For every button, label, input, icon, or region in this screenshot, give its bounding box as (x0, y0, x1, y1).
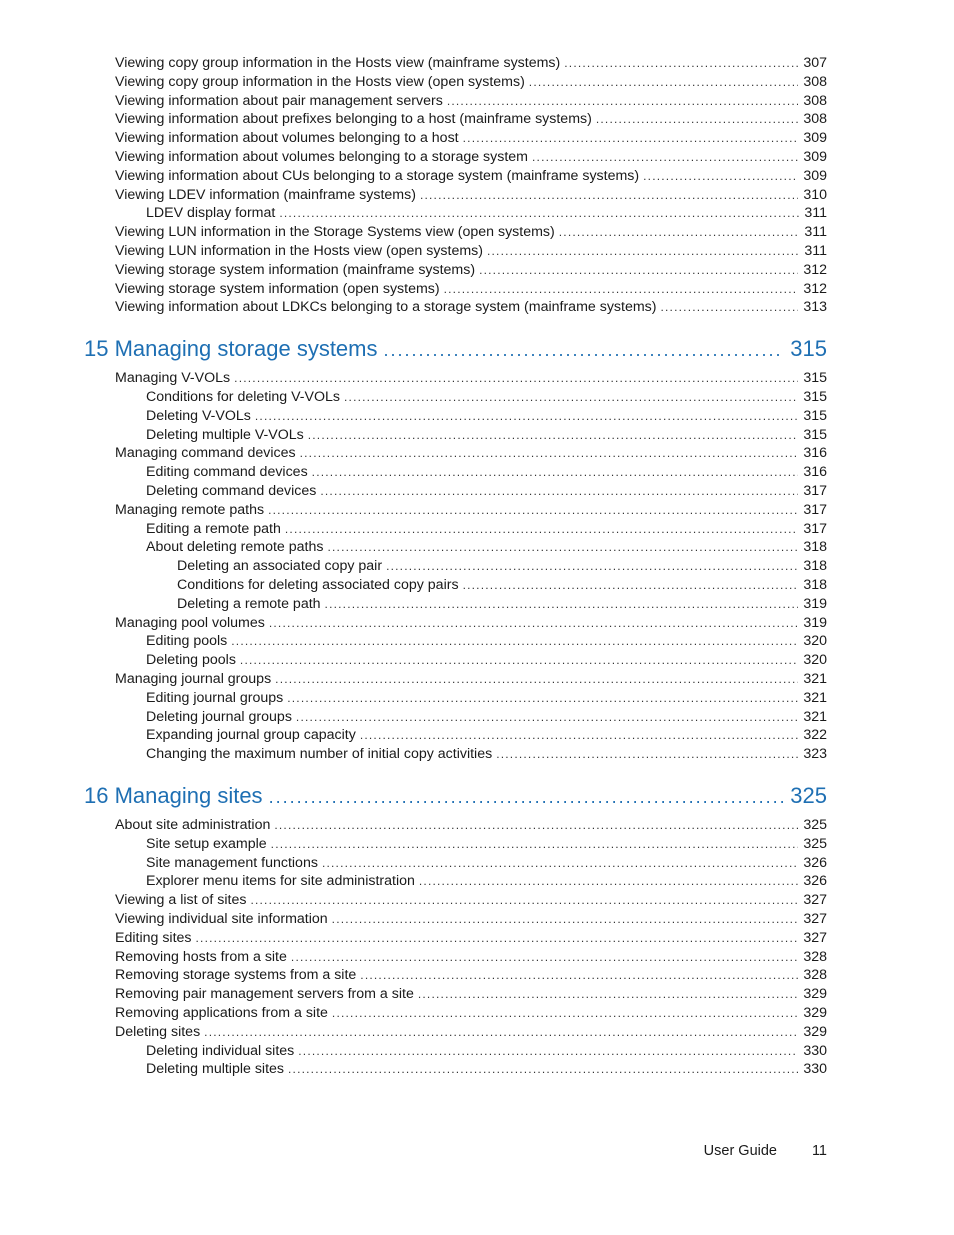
toc-title: Viewing copy group information in the Hosts view (open systems) (115, 73, 525, 90)
toc-entry[interactable] (177, 576, 827, 594)
toc-title: Managing journal groups (115, 671, 272, 687)
toc-entry[interactable] (146, 854, 827, 872)
toc-title: About deleting remote paths (146, 539, 324, 556)
toc-page-number: 321 (803, 671, 827, 687)
toc-entry[interactable] (146, 835, 827, 853)
toc-page-number: 329 (803, 986, 827, 1003)
toc-title: Deleting multiple sites (146, 1061, 284, 1078)
toc-title: Managing remote paths (115, 501, 265, 518)
toc-entry[interactable] (146, 426, 827, 444)
toc-entry[interactable] (115, 298, 827, 316)
toc-page-number: 325 (803, 817, 827, 833)
toc-title: Viewing information about CUs belonging to a storage system (mainframe systems) (115, 167, 640, 184)
toc-title: Site management functions (146, 854, 318, 871)
page-footer (0, 1143, 954, 1163)
toc-title: Viewing LUN information in the Hosts view (open systems) (115, 243, 483, 259)
toc-leader-dots (420, 186, 798, 204)
toc-entry[interactable] (146, 745, 827, 763)
toc-entry[interactable] (115, 501, 827, 519)
toc-page-number: 317 (803, 501, 827, 518)
toc-chapter[interactable] (84, 336, 827, 363)
toc-leader-dots (204, 1023, 798, 1041)
toc-entry[interactable] (146, 538, 827, 556)
toc-title: Viewing storage system information (open systems) (115, 280, 440, 297)
toc-title: Deleting individual sites (146, 1042, 295, 1059)
toc-leader-dots (559, 223, 800, 241)
toc-leader-dots (660, 298, 798, 316)
toc-page-number: 318 (803, 577, 827, 593)
toc-entry[interactable] (146, 689, 827, 707)
toc-entry[interactable] (115, 444, 827, 462)
toc-title: Viewing information about volumes belonging to a storage system (115, 149, 528, 165)
toc-leader-dots (386, 557, 798, 575)
toc-leader-dots (564, 54, 798, 72)
toc-title: Viewing individual site information (115, 911, 328, 927)
toc-entry[interactable] (146, 872, 827, 890)
toc-page-number: 321 (803, 708, 827, 725)
toc-page-number: 315 (790, 336, 827, 362)
toc-entry[interactable] (115, 129, 827, 147)
toc-title: Editing sites (115, 929, 192, 946)
toc-entry[interactable] (115, 261, 827, 279)
toc-leader-dots (312, 463, 799, 481)
toc-page-number: 326 (803, 854, 827, 871)
toc-leader-dots (419, 872, 798, 890)
toc-title: Explorer menu items for site administration (146, 873, 415, 890)
toc-page-number: 327 (803, 911, 827, 927)
toc-entry[interactable] (146, 651, 827, 669)
toc-entry[interactable] (115, 1004, 827, 1022)
toc-page-number: 326 (803, 873, 827, 890)
toc-title: Deleting pools (146, 652, 236, 669)
footer-page-number: 11 (811, 1143, 827, 1159)
toc-leader-dots (288, 1060, 798, 1078)
toc-leader-dots (418, 985, 798, 1003)
toc-title: Deleting journal groups (146, 708, 292, 725)
toc-entry[interactable] (115, 816, 827, 834)
toc-title: Viewing LDEV information (mainframe systems) (115, 186, 416, 203)
toc-entry[interactable] (115, 670, 827, 688)
toc-entry[interactable] (115, 280, 827, 298)
toc-entry[interactable] (115, 966, 827, 984)
toc-leader-dots (298, 1042, 798, 1060)
toc-page-number: 318 (803, 558, 827, 575)
toc-title: 16 Managing sites (84, 783, 263, 808)
toc-page-number: 322 (803, 727, 827, 744)
toc-page-number: 328 (803, 967, 827, 984)
toc-leader-dots (268, 501, 798, 519)
toc-page-number: 316 (803, 445, 827, 462)
toc-leader-dots (240, 651, 798, 669)
toc-page-number: 317 (803, 520, 827, 537)
footer-doc-title: User Guide (703, 1143, 777, 1159)
toc-page-number: 311 (804, 205, 827, 222)
toc-page-number: 309 (803, 130, 827, 147)
toc-leader-dots (300, 444, 799, 462)
toc-page-number: 320 (803, 652, 827, 669)
toc-page-number: 319 (803, 614, 827, 631)
toc-entry[interactable] (177, 595, 827, 613)
toc-leader-dots (332, 910, 799, 928)
toc-entry[interactable] (115, 110, 827, 128)
toc-leader-dots (327, 538, 798, 556)
toc-leader-dots (496, 745, 798, 763)
toc-leader-dots (332, 1004, 798, 1022)
toc-leader-dots (360, 966, 798, 984)
toc-entry[interactable] (115, 92, 827, 110)
toc-title: Viewing information about volumes belonging to a host (115, 130, 459, 147)
toc-entry[interactable] (115, 910, 827, 928)
toc-title: Removing applications from a site (115, 1005, 328, 1021)
toc-leader-dots (269, 614, 798, 632)
toc-title: Viewing copy group information in the Hosts view (mainframe systems) (115, 55, 561, 71)
toc-page-number: 329 (803, 1023, 827, 1040)
toc-page-number: 307 (803, 55, 827, 71)
toc-page-number: 316 (803, 464, 827, 481)
toc-title: Deleting sites (115, 1023, 201, 1040)
toc-leader-dots (344, 388, 798, 406)
toc-page-number: 315 (803, 370, 827, 387)
toc-title: Viewing LUN information in the Storage Systems view (open systems) (115, 224, 555, 241)
toc-title: Deleting a remote path (177, 595, 321, 612)
toc-entry[interactable] (146, 482, 827, 500)
toc-entry[interactable] (146, 520, 827, 538)
toc-leader-dots (384, 337, 785, 363)
toc-page-number: 328 (803, 948, 827, 965)
toc-page-number: 318 (803, 539, 827, 556)
toc-leader-dots (285, 520, 798, 538)
toc-entry[interactable] (115, 891, 827, 909)
toc-title: 15 Managing storage systems (84, 336, 378, 362)
toc-title: Editing command devices (146, 464, 308, 481)
toc-entry[interactable] (115, 73, 827, 91)
toc-leader-dots (532, 148, 798, 166)
toc-leader-dots (269, 784, 785, 810)
toc-leader-dots (291, 948, 798, 966)
toc-leader-dots (279, 204, 799, 222)
toc-entry[interactable] (115, 1023, 827, 1041)
toc-title: Removing storage systems from a site (115, 967, 357, 984)
toc-title: Managing V-VOLs (115, 370, 231, 387)
toc-title: Deleting V-VOLs (146, 407, 251, 424)
toc-leader-dots (529, 73, 799, 91)
toc-entry[interactable] (146, 407, 827, 425)
toc-entry[interactable] (146, 632, 827, 650)
toc-leader-dots (360, 726, 799, 744)
toc-entry[interactable] (146, 463, 827, 481)
toc-chapter[interactable] (84, 783, 827, 810)
toc-page-number: 320 (803, 633, 827, 650)
toc-entry[interactable] (146, 388, 827, 406)
toc-leader-dots (196, 929, 799, 947)
toc-entry[interactable] (146, 726, 827, 744)
toc-page-number: 323 (803, 746, 827, 763)
toc-page-number: 330 (803, 1061, 827, 1078)
toc-title: Deleting command devices (146, 483, 317, 499)
toc-leader-dots (479, 261, 798, 279)
toc-page-number: 311 (804, 243, 827, 259)
toc-leader-dots (274, 816, 798, 834)
toc-page-number: 309 (803, 167, 827, 184)
toc-leader-dots (308, 426, 799, 444)
toc-leader-dots (320, 482, 798, 500)
toc-title: Deleting an associated copy pair (177, 558, 383, 575)
toc-leader-dots (463, 576, 799, 594)
toc-title: Viewing a list of sites (115, 892, 247, 909)
toc-leader-dots (275, 670, 798, 688)
toc-title: Site setup example (146, 835, 267, 852)
toc-page-number: 313 (803, 299, 827, 316)
toc-leader-dots (322, 854, 798, 872)
toc-page-number: 311 (804, 224, 827, 241)
toc-page-number: 317 (803, 483, 827, 499)
toc-leader-dots (271, 835, 799, 853)
toc-page-number: 308 (803, 73, 827, 90)
toc-title: LDEV display format (146, 205, 276, 222)
toc-page-number: 310 (803, 186, 827, 203)
toc-leader-dots (255, 407, 798, 425)
toc-page-number: 330 (803, 1042, 827, 1059)
toc-title: Removing hosts from a site (115, 948, 287, 965)
toc-leader-dots (447, 92, 799, 110)
toc-entry[interactable] (146, 204, 827, 222)
toc-title: Removing pair management servers from a site (115, 986, 414, 1003)
toc-page-number: 309 (803, 149, 827, 165)
toc-page-number: 325 (803, 835, 827, 852)
toc-leader-dots (296, 708, 798, 726)
toc-entry[interactable] (115, 369, 827, 387)
toc-entry[interactable] (115, 948, 827, 966)
toc-page-number: 329 (803, 1005, 827, 1021)
toc-page-number: 319 (803, 595, 827, 612)
toc-page-number: 327 (803, 929, 827, 946)
toc-entry[interactable] (115, 54, 827, 72)
toc-entry[interactable] (177, 557, 827, 575)
toc-page-number: 315 (803, 389, 827, 405)
toc-title: Editing pools (146, 633, 228, 650)
toc-title: Viewing storage system information (mainframe systems) (115, 261, 476, 278)
toc-page-number: 321 (803, 689, 827, 706)
toc-leader-dots (596, 110, 798, 128)
toc-title: Managing pool volumes (115, 614, 265, 631)
toc-title: Viewing information about pair management servers (115, 92, 443, 109)
toc-title: About site administration (115, 817, 271, 833)
toc-entry[interactable] (115, 167, 827, 185)
toc-entry[interactable] (115, 223, 827, 241)
toc-page-number: 308 (803, 111, 827, 128)
toc-entry[interactable] (115, 148, 827, 166)
toc-entry[interactable] (115, 985, 827, 1003)
toc-title: Deleting multiple V-VOLs (146, 426, 304, 443)
toc-title: Expanding journal group capacity (146, 727, 356, 744)
toc-title: Viewing information about LDKCs belonging to a storage system (mainframe systems) (115, 299, 657, 316)
toc-entry[interactable] (115, 614, 827, 632)
toc-leader-dots (250, 891, 798, 909)
toc-page-number: 308 (803, 92, 827, 109)
toc-page-number: 325 (790, 783, 827, 808)
toc-page-number: 315 (803, 426, 827, 443)
toc-leader-dots (463, 129, 799, 147)
toc-title: Editing a remote path (146, 520, 281, 537)
toc-entry[interactable] (146, 1042, 827, 1060)
toc-title: Editing journal groups (146, 689, 284, 706)
toc-entry[interactable] (115, 929, 827, 947)
toc-leader-dots (643, 167, 798, 185)
toc-leader-dots (487, 242, 799, 260)
toc-leader-dots (325, 595, 799, 613)
toc-entry[interactable] (115, 242, 827, 260)
toc-title: Managing command devices (115, 445, 296, 462)
toc-page-number: 312 (803, 261, 827, 278)
toc-entry[interactable] (146, 708, 827, 726)
toc-page-number: 312 (803, 280, 827, 297)
toc-title: Changing the maximum number of initial copy activities (146, 746, 493, 763)
toc-title: Conditions for deleting V-VOLs (146, 389, 341, 405)
toc-leader-dots (234, 369, 798, 387)
toc-leader-dots (444, 280, 799, 298)
toc-page-number: 315 (803, 407, 827, 424)
toc-leader-dots (287, 689, 798, 707)
toc-title: Viewing information about prefixes belonging to a host (mainframe systems) (115, 111, 592, 128)
toc-leader-dots (231, 632, 798, 650)
toc-title: Conditions for deleting associated copy pairs (177, 577, 459, 593)
toc-page-number: 327 (803, 892, 827, 909)
toc-entry[interactable] (146, 1060, 827, 1078)
toc-entry[interactable] (115, 186, 827, 204)
